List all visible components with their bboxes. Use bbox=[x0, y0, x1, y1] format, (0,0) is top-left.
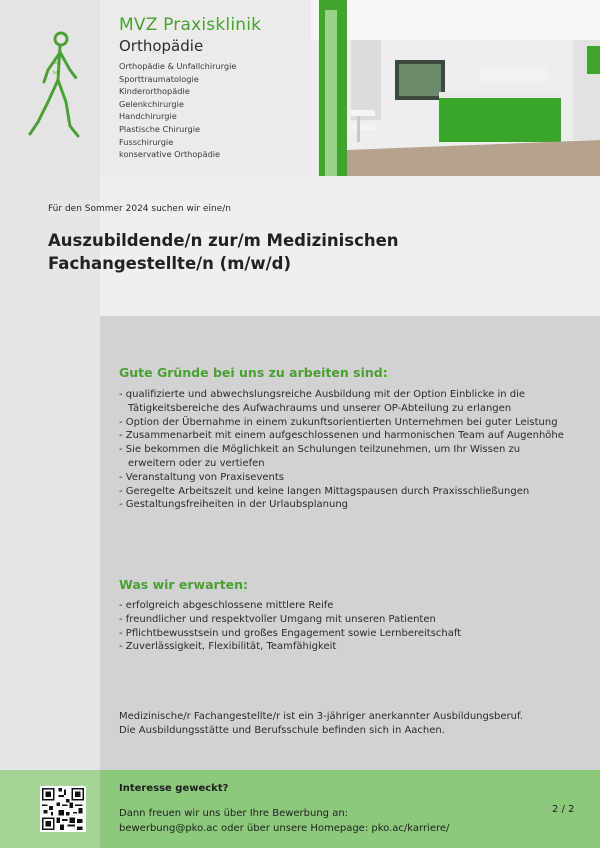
expectations-list bbox=[119, 599, 569, 654]
brand-title: MVZ Praxisklinik bbox=[119, 15, 262, 35]
footer-contact bbox=[119, 806, 539, 836]
list-item: - Gestaltungsfreiheiten in der Urlaubsplanung bbox=[119, 499, 349, 511]
specialty-item: Fusschirurgie bbox=[119, 136, 174, 147]
specialty-item: konservative Orthopädie bbox=[119, 149, 221, 160]
intro-text: Für den Sommer 2024 suchen wir eine/n bbox=[48, 204, 231, 214]
brand-subtitle: Orthopädie bbox=[119, 37, 204, 55]
job-title-line: Fachangestellte/n (m/w/d) bbox=[48, 254, 292, 273]
svg-text:ho: ho bbox=[53, 70, 58, 75]
svg-text:ort: ort bbox=[54, 60, 60, 65]
note-line: Die Ausbildungsstätte und Berufsschule befinden sich in Aachen. bbox=[119, 725, 445, 736]
specialty-item: Sporttraumatologie bbox=[119, 73, 199, 84]
list-item: - Geregelte Arbeitszeit und keine langen Mittagspausen durch Praxisschließungen bbox=[119, 485, 530, 497]
list-item: - Zuverlässigkeit, Flexibilität, Teamfähigkeit bbox=[119, 641, 337, 653]
specialty-item: Plastische Chirurgie bbox=[119, 123, 201, 134]
specialty-item: Handchirurgie bbox=[119, 111, 177, 122]
list-item: - Zusammenarbeit mit einem aufgeschlossenen und harmonischen Team auf Augenhöhe bbox=[119, 430, 564, 442]
reasons-heading: Gute Gründe bei uns zu arbeiten sind: bbox=[119, 365, 388, 380]
footer-heading: Interesse geweckt? bbox=[119, 783, 229, 794]
note-line: Medizinische/r Fachangestellte/r ist ein 3-jähriger anerkannter Ausbildungsberuf. bbox=[119, 711, 523, 722]
list-item: - qualifizierte und abwechslungsreiche Ausbildung mit der Option Einblicke in die Tätigkeitsbereiche des Aufwachraums und unserer OP-Abteilung zu erlangen bbox=[119, 389, 526, 414]
qr-code-icon[interactable] bbox=[40, 786, 86, 832]
page-number: 2 / 2 bbox=[552, 804, 575, 815]
list-item: - Sie bekommen die Möglichkeit an Schulungen teilzunehmen, um Ihr Wissen zu erweitern oder zu vertiefen bbox=[119, 444, 521, 469]
footer-line: Dann freuen wir uns über Ihre Bewerbung an: bbox=[119, 808, 349, 819]
specialty-item: Kinderorthopädie bbox=[119, 86, 190, 97]
list-item: - Pflichtbewusstsein und großes Engagement sowie Lernbereitschaft bbox=[119, 627, 462, 639]
specialties-list bbox=[119, 60, 236, 161]
job-title-line: Auszubildende/n zur/m Medizinischen bbox=[48, 231, 399, 250]
specialty-item: Gelenkchirurgie bbox=[119, 98, 184, 109]
training-note bbox=[119, 710, 579, 738]
walking-figure-logo-icon bbox=[26, 30, 86, 150]
reasons-list bbox=[119, 388, 569, 512]
list-item: - erfolgreich abgeschlossene mittlere Reife bbox=[119, 600, 334, 611]
expectations-heading: Was wir erwarten: bbox=[119, 577, 249, 592]
job-title bbox=[48, 229, 568, 275]
footer-contact-link[interactable]: bewerbung@pko.ac oder über unsere Homepage: pko.ac/karriere/ bbox=[119, 823, 450, 834]
clinic-reception-photo bbox=[311, 0, 600, 195]
list-item: - Veranstaltung von Praxisevents bbox=[119, 471, 284, 483]
list-item: - Option der Übernahme in einem zukunftsorientierten Unternehmen bei guter Leistung bbox=[119, 416, 558, 428]
list-item: - freundlicher und respektvoller Umgang mit unseren Patienten bbox=[119, 613, 436, 625]
specialty-item: Orthopädie & Unfallchirurgie bbox=[119, 61, 237, 71]
